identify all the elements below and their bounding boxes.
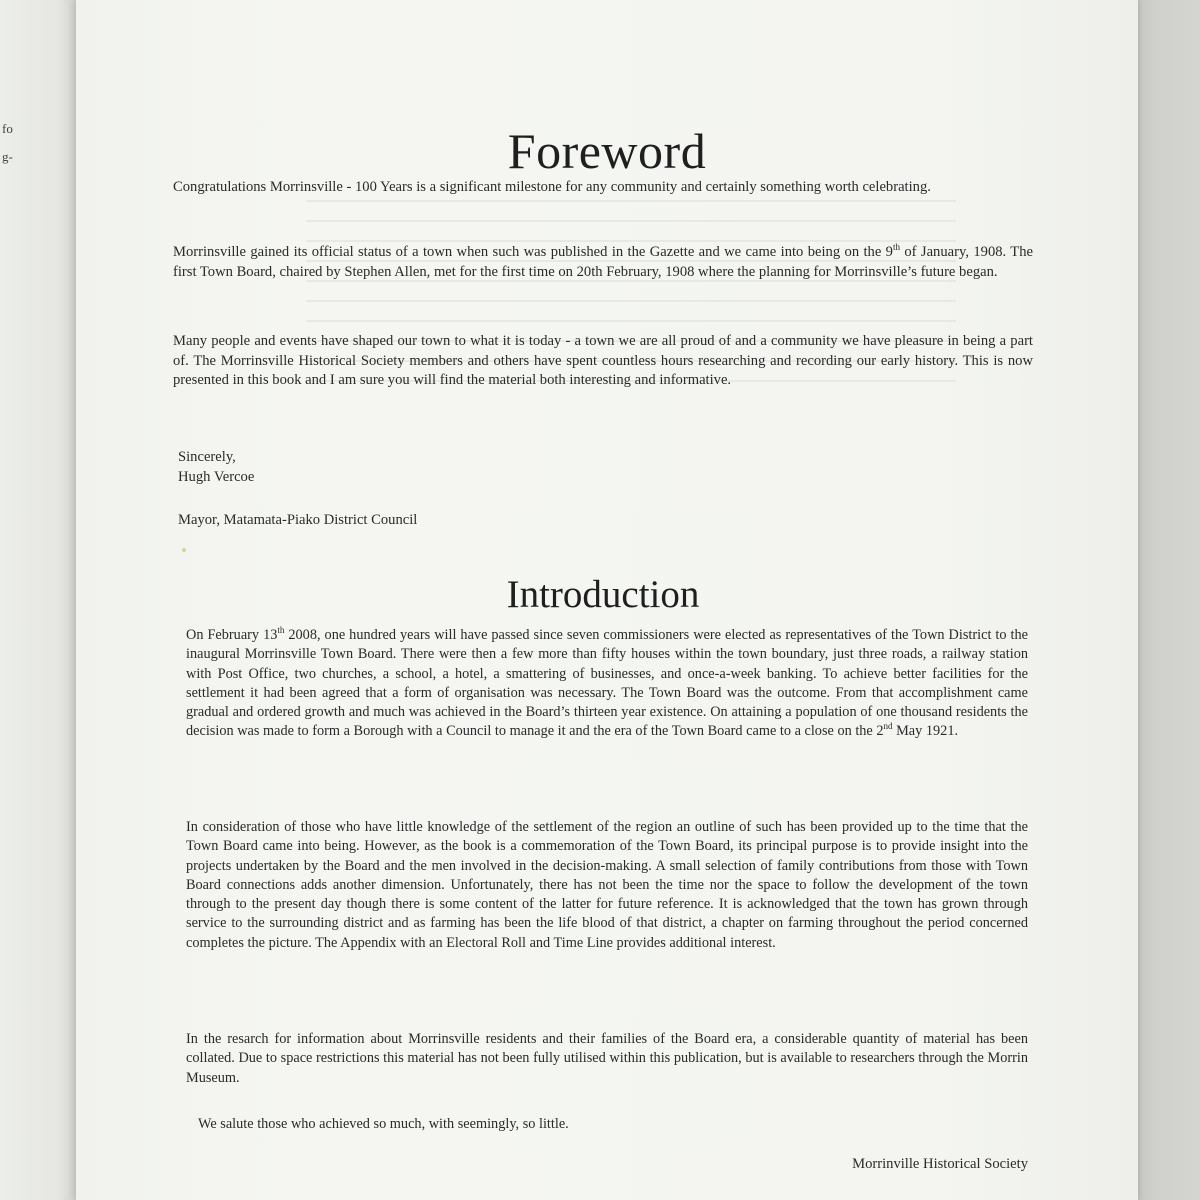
introduction-paragraph-2: In consideration of those who have little knowledge of the settlement of the region an outline of such has been provided up to the time that the Town Board came into being. However, as the book is a commemoration of the Town Board, its principal purpose is to provide insight into the projects undertaken by the Board and the men involved in the decision-making. A small selection of family contributions from those with Town Board connections adds another dimension. Unfortunately, there has not been the time nor the space to follow the development of the town through to the present day though there is some content of the latter for future reference. It is acknowledged that the town has grown through service to the surrounding district and as farming has been the life blood of that district, a chapter on farming throughout the period concerned completes the picture. The Appendix with an Electoral Roll and Time Line provides additional interest. xyxy=(186,819,1028,951)
page-speck xyxy=(182,548,186,552)
foreword-paragraph-2: Morrinsville gained its official status of a town when such was published in the Gazette and we came into being on the 9th of January, 1908. The first Town Board, chaired by Stephen Allen, met for the first time on 20th February, 1908 where the planning for Morrinsville’s future began. xyxy=(173,242,1033,280)
left-page-edge xyxy=(0,0,72,1200)
introduction-title: Introduction xyxy=(506,573,700,616)
foreword-title: Foreword xyxy=(507,123,707,179)
author-credit: Morrinville Historical Society xyxy=(852,1156,1028,1172)
book-gutter xyxy=(1138,0,1200,1200)
signatory-name: Hugh Vercoe xyxy=(178,469,255,485)
book-page xyxy=(76,0,1138,1200)
closing: Sincerely, xyxy=(178,449,236,465)
foreword-paragraph-3: Many people and events have shaped our town to what it is today - a town we are all proud of and a community we have pleasure in being a part of. The Morrinsville Historical Society members and others have spent countless hours researching and recording our early history. This is now presented in this book and I am sure you will find the material both interesting and informative. xyxy=(173,333,1033,388)
left-page-text-fragment: g- xyxy=(2,149,13,164)
introduction-paragraph-1: On February 13th 2008, one hundred years will have passed since seven commissioners were elected as representatives of the Town District to the inaugural Morrinsville Town Board. There were then a few more than fifty houses within the town boundary, just three roads, a railway station with Post Office, two churches, a school, a hotel, a smattering of businesses, and once-a-week banking. To achieve better facilities for the settlement it had been agreed that a form of organisation was necessary. The Town Board was the outcome. From that accomplishment came gradual and ordered growth and much was achieved in the Board’s thirteen year existence. On attaining a population of one thousand residents the decision was made to form a Borough with a Council to manage it and the era of the Town Board came to a close on the 2nd May 1921. xyxy=(186,625,1028,740)
introduction-paragraph-4: We salute those who achieved so much, with seemingly, so little. xyxy=(198,1116,569,1132)
foreword-paragraph-1: Congratulations Morrinsville - 100 Years is a significant milestone for any community and certainly something worth celebrating. xyxy=(173,179,931,195)
left-page-text-fragment: fo xyxy=(2,121,13,136)
signatory-position: Mayor, Matamata-Piako District Council xyxy=(178,512,418,528)
introduction-paragraph-3: In the resarch for information about Morrinsville residents and their families of the Board era, a considerable quantity of material has been collated. Due to space restrictions this material has not been fully utilised within this publication, but is available to researchers through the Morrin Museum. xyxy=(186,1031,1028,1086)
